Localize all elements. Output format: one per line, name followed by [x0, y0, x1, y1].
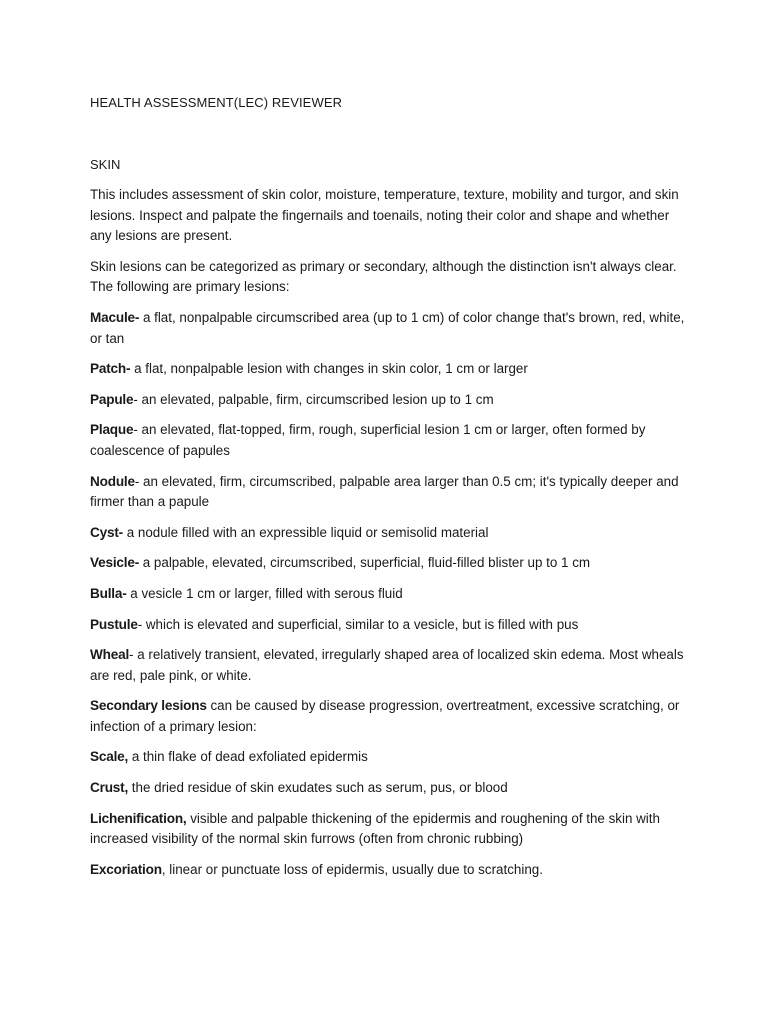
lesion-entry-plaque [90, 420, 686, 461]
lesion-entry-wheal [90, 645, 686, 686]
term-label: Excoriation [90, 861, 162, 877]
term-label: Crust, [90, 780, 129, 796]
term-definition: a nodule filled with an expressible liquid or semisolid material [123, 524, 489, 540]
lesion-entry-scale [90, 747, 686, 768]
lesion-entry-cyst [90, 523, 686, 544]
term-definition: a thin flake of dead exfoliated epidermis [128, 749, 368, 765]
lesion-entry-pustule [90, 615, 686, 636]
term-definition: , linear or punctuate loss of epidermis, usually due to scratching. [161, 861, 543, 877]
document-body [90, 93, 686, 880]
term-label: Pustule [90, 616, 138, 632]
term-label: Wheal [90, 647, 130, 663]
lesion-entry-nodule [90, 472, 686, 513]
lesion-entry-papule [90, 390, 686, 411]
secondary-lesions-intro [90, 696, 686, 737]
term-definition: - which is elevated and superficial, similar to a vesicle, but is filled with pus [137, 616, 579, 632]
term-definition: the dried residue of skin exudates such as serum, pus, or blood [128, 780, 508, 796]
term-label: Macule- [90, 309, 140, 325]
intro-paragraph: Skin lesions can be categorized as primary or secondary, although the distinction isn't always clear. The following are primary lesions: [90, 258, 677, 295]
term-label: Patch- [90, 361, 131, 377]
section-heading-skin: SKIN [90, 157, 121, 172]
lesion-entry-patch [90, 359, 686, 380]
term-definition: - an elevated, flat-topped, firm, rough, superficial lesion 1 cm or larger, often formed by coalescence of papules [90, 422, 646, 458]
term-definition: a flat, nonpalpable lesion with changes in skin color, 1 cm or larger [130, 361, 528, 377]
term-label: Lichenification, [90, 810, 187, 826]
term-definition: - an elevated, firm, circumscribed, palpable area larger than 0.5 cm; it's typically deeper and firmer than a papule [90, 473, 679, 510]
document-title: HEALTH ASSESSMENT(LEC) REVIEWER [90, 95, 343, 110]
term-label: Bulla- [90, 585, 127, 601]
term-definition: a vesicle 1 cm or larger, filled with serous fluid [126, 585, 403, 601]
term-definition: a palpable, elevated, circumscribed, superficial, fluid-filled blister up to 1 cm [139, 555, 591, 571]
term-label: Papule [90, 391, 134, 407]
term-definition: can be caused by disease progression, overtreatment, excessive scratching, or infection of a primary lesion: [90, 698, 680, 734]
term-definition: - an elevated, palpable, firm, circumscribed lesion up to 1 cm [133, 391, 494, 407]
term-label: Plaque [90, 422, 134, 438]
lesion-entry-crust [90, 778, 686, 799]
term-label: Vesicle- [90, 555, 140, 571]
lesion-entry-macule [90, 308, 686, 349]
intro-paragraph: This includes assessment of skin color, moisture, temperature, texture, mobility and turgor, and skin lesions. Inspect and palpate the fingernails and toenails, noting their color and shape and whether any lesions are present. [90, 187, 679, 244]
term-label: Secondary lesions [90, 698, 207, 714]
term-label: Scale, [90, 749, 129, 765]
term-definition: visible and palpable thickening of the epidermis and roughening of the skin with increased visibility of the normal skin furrows (often from chronic rubbing) [90, 810, 660, 847]
term-definition: - a relatively transient, elevated, irregularly shaped area of localized skin edema. Most wheals are red, pale pink, or white. [90, 647, 684, 683]
lesion-entry-bulla [90, 584, 686, 605]
lesion-entry-lichenification [90, 809, 686, 850]
term-definition: a flat, nonpalpable circumscribed area (up to 1 cm) of color change that's brown, red, white, or tan [90, 309, 685, 346]
lesion-entry-vesicle [90, 553, 686, 574]
lesion-entry-excoriation [90, 860, 686, 881]
term-label: Nodule [90, 473, 135, 489]
term-label: Cyst- [90, 524, 123, 540]
